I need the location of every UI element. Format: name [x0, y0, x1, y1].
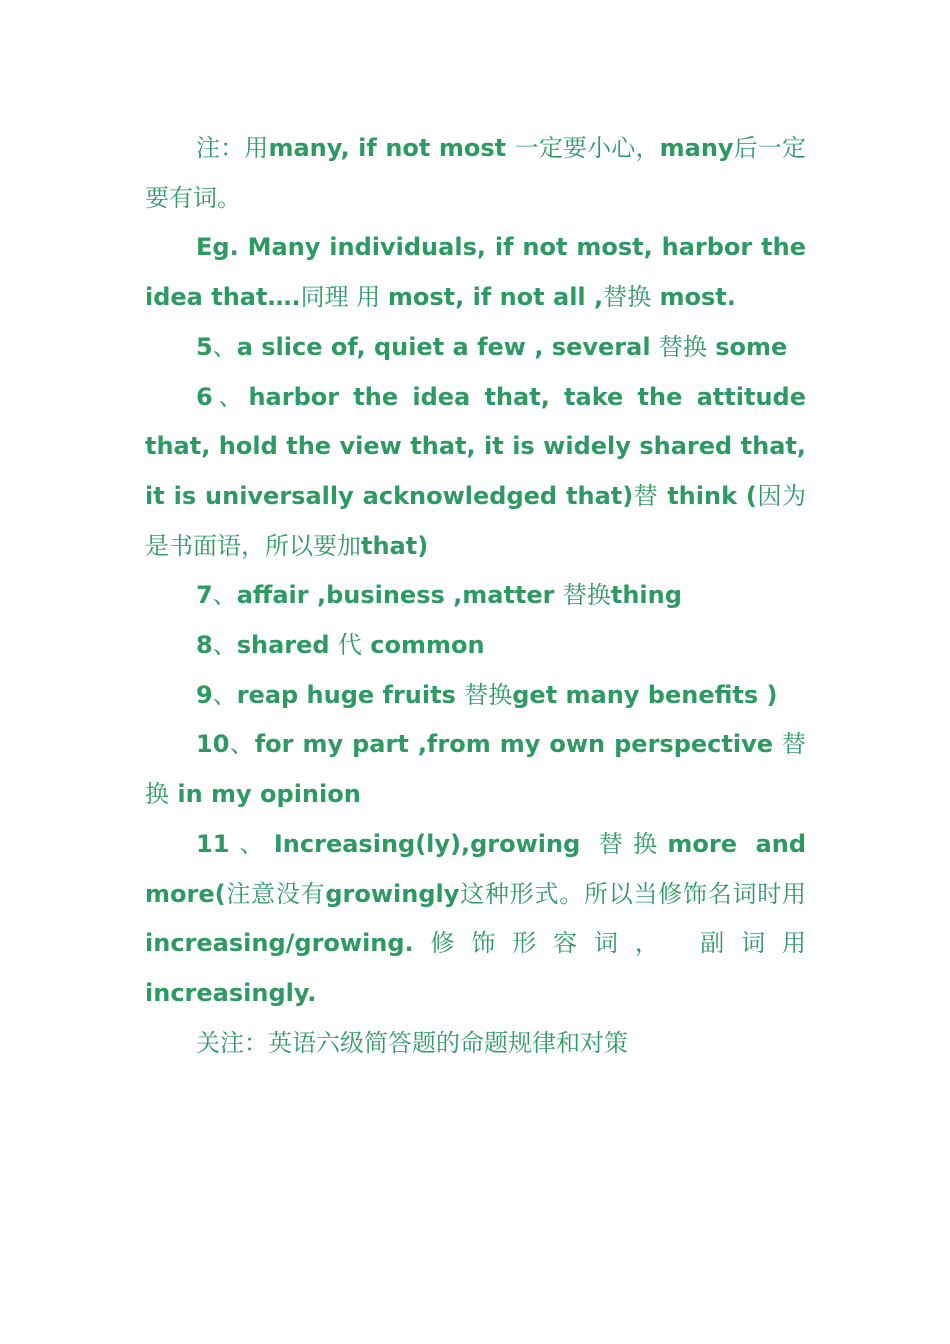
chinese-text: 替换: [598, 829, 668, 858]
chinese-text: 替: [633, 481, 659, 510]
paragraph-8: [145, 720, 806, 819]
paragraph-10: [145, 1019, 806, 1069]
english-text: growingly: [325, 879, 460, 908]
english-text: some: [706, 332, 788, 361]
english-text: shared: [236, 631, 338, 660]
english-text: increasing/growing.: [145, 929, 414, 958]
english-text: think (: [658, 481, 757, 510]
paragraph-5: [145, 571, 806, 621]
english-text: 7: [196, 581, 213, 610]
english-text: thing: [610, 581, 682, 610]
english-text: most, if not all ,: [387, 283, 604, 312]
chinese-text: 这种形式。所以当修饰名词时用: [459, 879, 807, 908]
paragraph-3: [145, 323, 806, 373]
chinese-text: 一定要小心，: [514, 134, 660, 162]
english-text: reap huge fruits: [236, 680, 465, 709]
english-text: most.: [651, 283, 736, 312]
document-body: [145, 124, 806, 1068]
english-text: Eg. Many individuals, if not most, harbor the idea that….: [145, 233, 806, 312]
english-text: many, if not most: [268, 134, 515, 162]
chinese-text: 因为是书面语，所以要加: [145, 481, 806, 560]
english-text: common: [361, 631, 485, 660]
chinese-text: 替换: [145, 730, 806, 809]
chinese-text: 注意没有: [225, 879, 326, 908]
english-text: more and more(: [145, 829, 807, 908]
english-text: 5: [196, 332, 213, 361]
english-text: increasingly.: [145, 978, 317, 1007]
english-text: 9: [196, 680, 213, 709]
chinese-text: 代: [337, 631, 362, 660]
chinese-text: 、: [229, 730, 255, 759]
english-text: that): [361, 531, 429, 560]
english-text: many: [659, 134, 734, 162]
english-text: get many benefits ): [512, 680, 778, 709]
english-text: 11: [196, 829, 230, 858]
chinese-text: 替换: [658, 332, 707, 361]
chinese-text: 替换: [603, 283, 652, 312]
chinese-text: 、: [212, 332, 237, 361]
chinese-text: 注：用: [196, 134, 269, 162]
paragraph-7: [145, 671, 806, 721]
chinese-text: 、: [229, 829, 274, 858]
paragraph-1: [145, 124, 806, 223]
english-text: 8: [196, 631, 213, 660]
english-text: a slice of, quiet a few , several: [236, 332, 659, 361]
english-text: harbor the idea that, take the attitude that, hold the view that, it is widely shared that, it is universally acknowledged that): [145, 382, 806, 510]
chinese-text: 、: [212, 680, 237, 709]
english-text: for my part ,from my own perspective: [254, 730, 782, 759]
paragraph-9: [145, 820, 806, 1019]
english-text: 6: [196, 382, 213, 411]
english-text: in my opinion: [169, 780, 361, 809]
chinese-text: 关注：英语六级简答题的命题规律和对策: [196, 1028, 628, 1057]
chinese-text: 同理 用: [300, 283, 388, 312]
english-text: Increasing(ly),growing: [273, 829, 599, 858]
chinese-text: 、: [212, 382, 249, 411]
chinese-text: 替换: [464, 680, 513, 709]
chinese-text: 后一定要有词。: [145, 134, 807, 212]
paragraph-4: [145, 373, 806, 572]
chinese-text: 修饰形容词， 副词用: [413, 929, 806, 958]
paragraph-6: [145, 621, 806, 671]
chinese-text: 、: [212, 631, 237, 660]
chinese-text: 替换: [562, 581, 611, 610]
paragraph-2: [145, 223, 806, 322]
english-text: 10: [196, 730, 230, 759]
english-text: affair ,business ,matter: [236, 581, 563, 610]
chinese-text: 、: [212, 581, 237, 610]
